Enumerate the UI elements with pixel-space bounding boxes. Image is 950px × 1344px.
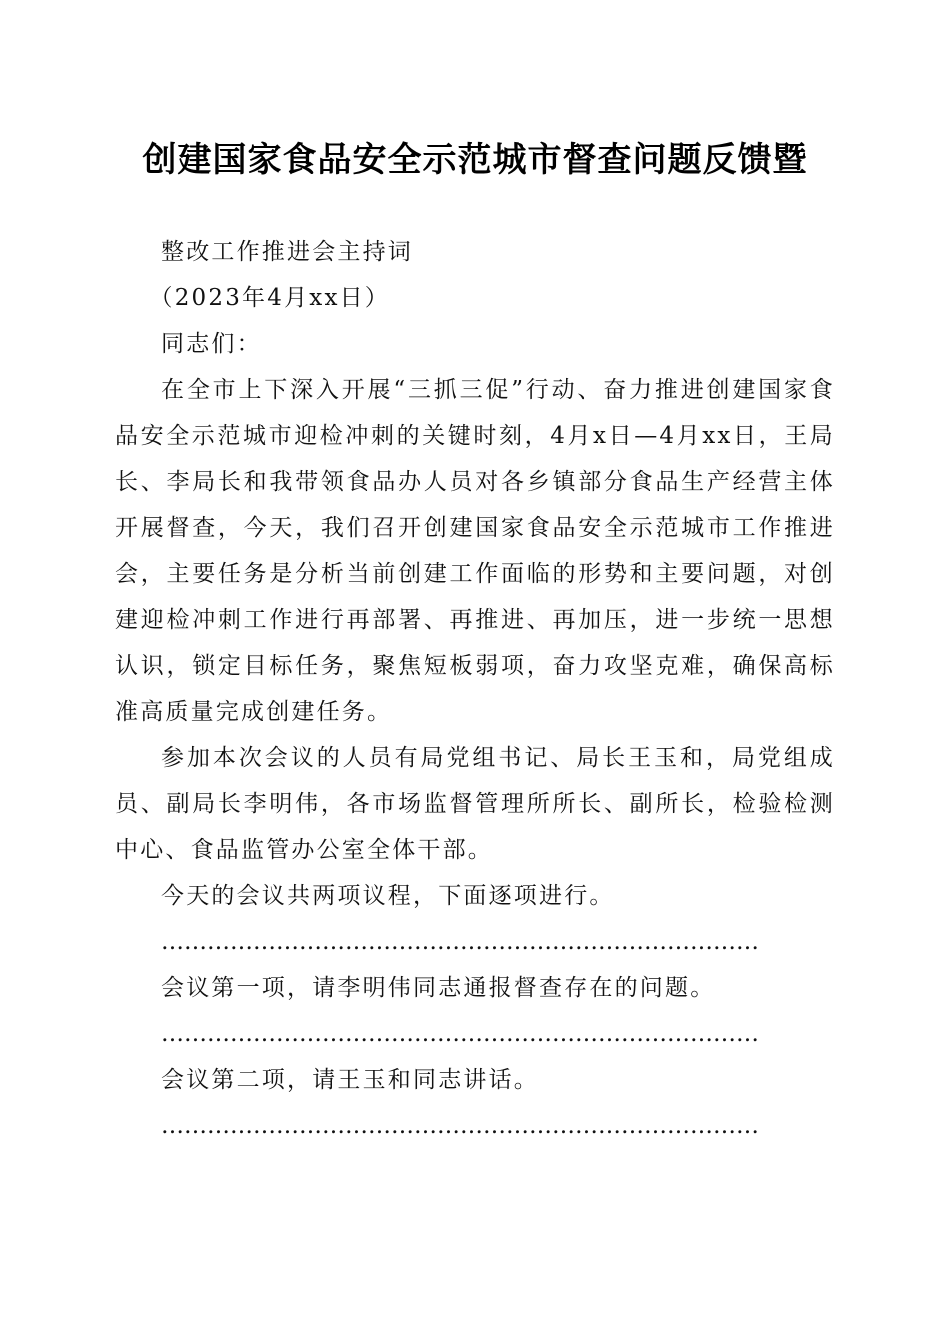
paragraph-attendees: 参加本次会议的人员有局党组书记、局长王玉和，局党组成员、副局长李明伟，各市场监督管理所所长、副所长，检验检测中心、食品监管办公室全体干部。 (115, 745, 835, 863)
paragraph-opening: 在全市上下深入开展“三抓三促”行动、奋力推进创建国家食品安全示范城市迎检冲刺的关键时刻，4月x日—4月xx日，王局长、李局长和我带领食品办人员对各乡镇部分食品生产经营主体开展督查，今天，我们召开创建国家食品安全示范城市工作推进会，主要任务是分析当前创建工作面临的形势和主要问题，对创建迎检冲刺工作进行再部署、再推进、再加压，进一步统一思想认识，锁定目标任务，聚焦短板弱项，奋力攻坚克难，确保高标准高质量完成创建任务。 (115, 377, 835, 725)
salutation: 同志们： (161, 331, 262, 357)
dotted-separator: …………………………………………………………………… (161, 929, 759, 955)
document-date: （2023年4月xx日） (149, 285, 391, 311)
agenda-item-2: 会议第二项，请王玉和同志讲话。 (161, 1067, 539, 1093)
dotted-separator: …………………………………………………………………… (161, 1113, 759, 1139)
document-body (115, 229, 835, 1149)
paragraph-agenda-intro: 今天的会议共两项议程，下面逐项进行。 (161, 883, 615, 909)
document-subtitle: 整改工作推进会主持词 (161, 239, 413, 265)
document-title: 创建国家食品安全示范城市督查问题反馈暨 (142, 140, 808, 180)
dotted-separator: …………………………………………………………………… (161, 1021, 759, 1047)
agenda-item-1: 会议第一项，请李明伟同志通报督查存在的问题。 (161, 975, 716, 1001)
